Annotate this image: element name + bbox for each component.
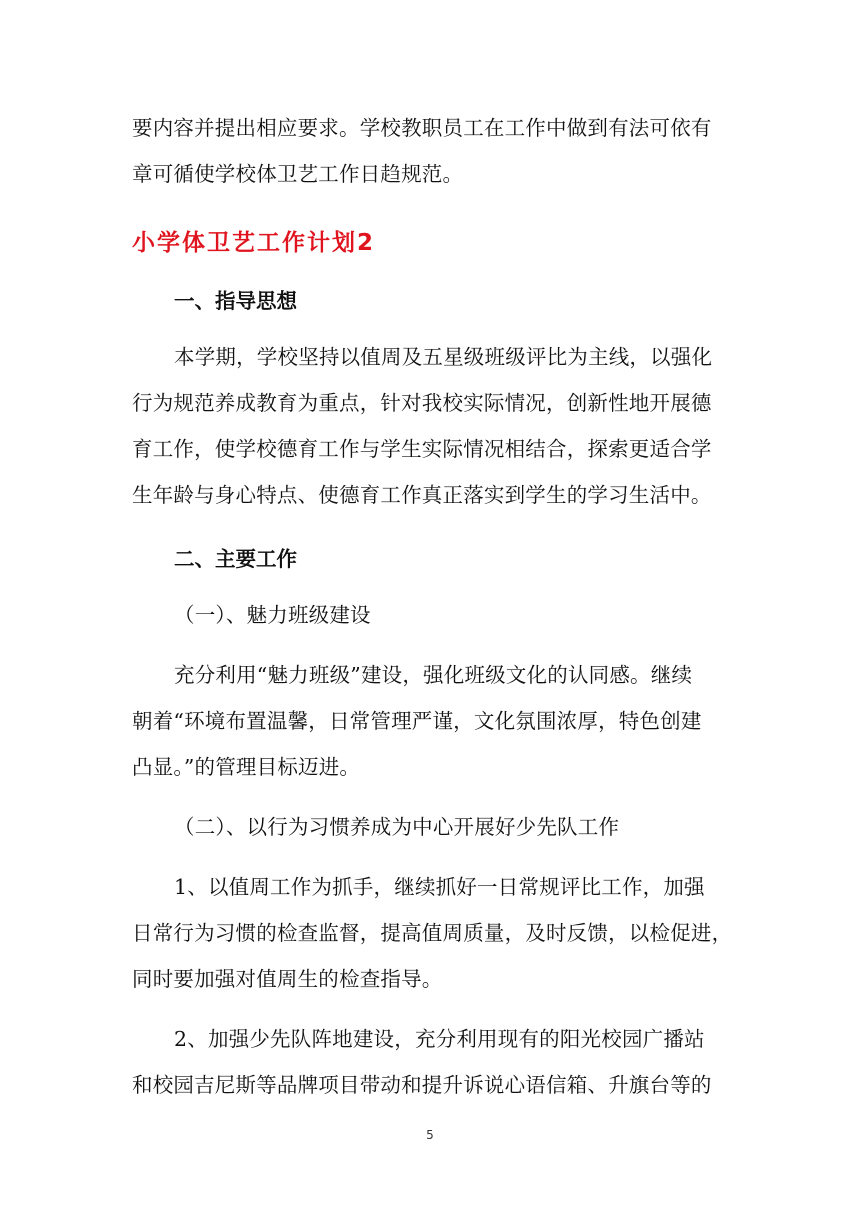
sub1-para-line-1: 充分利用“魅力班级”建设，强化班级文化的认同感。继续: [174, 663, 693, 687]
intro-line-1: 要内容并提出相应要求。学校教职员工在工作中做到有法可依有: [132, 116, 712, 140]
sub2-title: （二）、以行为习惯养成为中心开展好少先队工作: [174, 815, 620, 839]
sub1-para-line-2: 朝着“环境布置温馨，日常管理严谨，文化氛围浓厚，特色创建: [132, 709, 702, 733]
intro-line-2: 章可循使学校体卫艺工作日趋规范。: [132, 162, 464, 186]
section-title: 小学体卫艺工作计划2: [132, 230, 376, 256]
part1-para-line-4: 生年龄与身心特点、使德育工作真正落实到学生的学习生活中。: [132, 483, 712, 507]
part1-para-line-3: 育工作，使学校德育工作与学生实际情况相结合，探索更适合学: [132, 437, 712, 461]
item2-line-1: 2、加强少先队阵地建设，充分利用现有的阳光校园广播站: [174, 1027, 705, 1051]
item2-line-2: 和校园吉尼斯等品牌项目带动和提升诉说心语信箱、升旗台等的: [132, 1073, 712, 1097]
item1-line-1: 1、以值周工作为抓手，继续抓好一日常规评比工作，加强: [174, 875, 705, 899]
item1-line-3: 同时要加强对值周生的检查指导。: [132, 967, 443, 991]
part1-para-line-2: 行为规范养成教育为重点，针对我校实际情况，创新性地开展德: [132, 391, 712, 415]
page-number: 5: [426, 1128, 434, 1142]
part2-heading: 二、主要工作: [174, 547, 297, 571]
item1-line-2: 日常行为习惯的检查监督，提高值周质量，及时反馈，以检促进，: [132, 921, 733, 945]
part1-heading: 一、指导思想: [174, 289, 297, 313]
sub1-para-line-3: 凸显。”的管理目标迈进。: [132, 755, 361, 779]
part1-para-line-1: 本学期，学校坚持以值周及五星级班级评比为主线，以强化: [174, 345, 713, 369]
sub1-title: （一）、魅力班级建设: [174, 603, 371, 627]
